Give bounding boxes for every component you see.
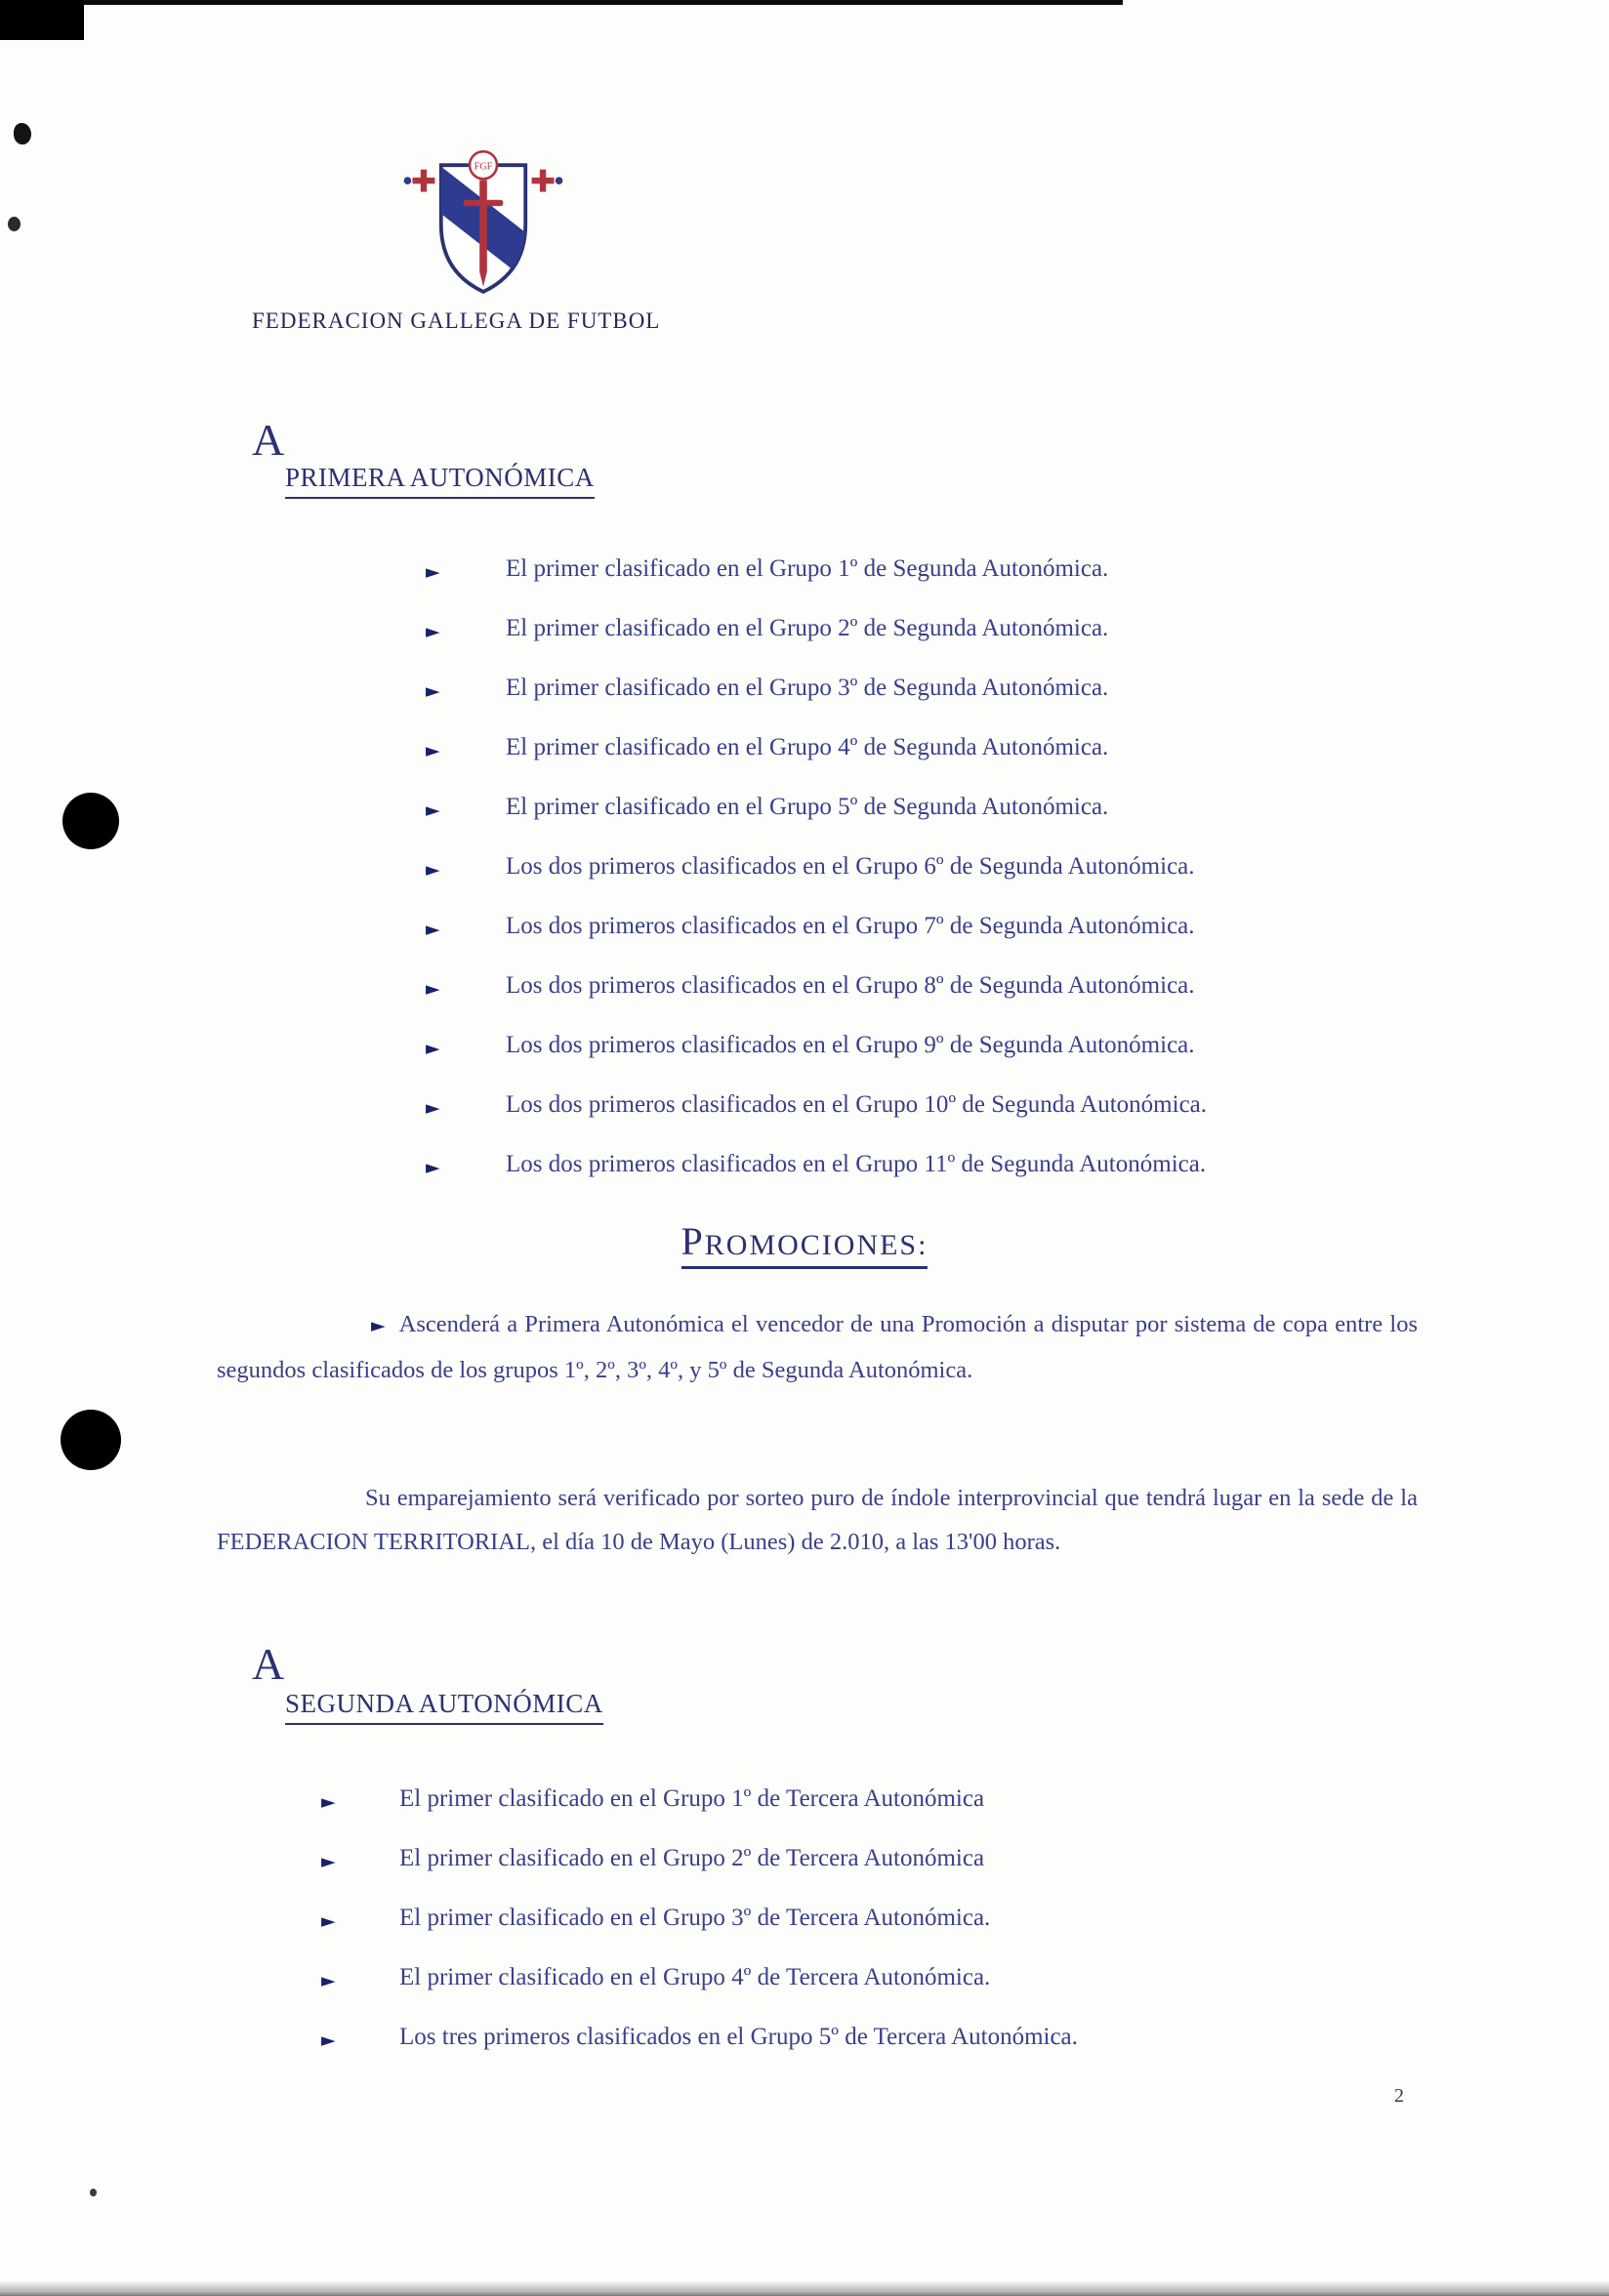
arrow-bullet-icon: ► (321, 2030, 336, 2051)
list-item-text: El primer clasificado en el Grupo 3º de Segunda Autonómica. (506, 675, 1109, 701)
list-item (424, 553, 1207, 586)
list-item-text: Los dos primeros clasificados en el Grupo 11º de Segunda Autonómica. (506, 1151, 1207, 1177)
promotions-paragraph-2: Su emparejamiento será verificado por sorteo puro de índole interprovincial que tendrá lugar en la sede de la FEDERACION TERRITORIAL, el día 10 de Mayo (Lunes) de 2.010, a las 13'00 horas. (217, 1485, 1418, 1555)
primera-autonomica-list (424, 553, 1207, 1208)
arrow-bullet-icon: ► (426, 680, 440, 702)
list-item-text: El primer clasificado en el Grupo 1º de Tercera Autonómica (399, 1785, 985, 1812)
arrow-bullet-icon: ► (426, 561, 440, 583)
list-item-text: El primer clasificado en el Grupo 4º de Segunda Autonómica. (506, 734, 1109, 760)
list-item-text: Los tres primeros clasificados en el Grupo 5º de Tercera Autonómica. (399, 2024, 1078, 2050)
list-item-text: Los dos primeros clasificados en el Grupo 10º de Segunda Autonómica. (506, 1091, 1208, 1118)
list-item-text: Los dos primeros clasificados en el Grupo 6º de Segunda Autonómica. (506, 853, 1195, 880)
list-item-text: El primer clasificado en el Grupo 1º de Segunda Autonómica. (506, 555, 1109, 582)
arrow-bullet-icon: ► (426, 800, 440, 821)
list-item-text: Los dos primeros clasificados en el Grupo 8º de Segunda Autonómica. (506, 972, 1195, 999)
page-number: 2 (1394, 2085, 1404, 2107)
paragraph-text: Ascenderá a Primera Autonómica el vencedor de una Promoción a disputar por sistema de copa entre los segundos clasificados de los grupos 1º, 2º, 3º, 4º, y 5º de Segunda Autonómica. (217, 1311, 1418, 1383)
list-item-text: Los dos primeros clasificados en el Grupo 9º de Segunda Autonómica. (506, 1032, 1195, 1058)
section-letter: A (252, 415, 285, 465)
section-title-primera-autonomica: PRIMERA AUTONÓMICA (285, 463, 595, 499)
arrow-bullet-icon: ► (426, 978, 440, 1000)
arrow-bullet-icon: ► (426, 1097, 440, 1119)
scan-artifact-mark (8, 217, 21, 231)
arrow-bullet-icon: ► (426, 919, 440, 940)
scan-artifact-mark (14, 123, 31, 144)
arrow-bullet-icon: ► (321, 1791, 336, 1813)
segunda-autonomica-list (319, 1783, 1078, 2080)
list-item-text: El primer clasificado en el Grupo 2º de Tercera Autonómica (399, 1845, 985, 1871)
list-item (319, 1783, 1078, 1816)
list-item (424, 969, 1207, 1003)
promotions-paragraph-1 (217, 1302, 1418, 1392)
list-item (424, 1029, 1207, 1062)
list-item (319, 1842, 1078, 1875)
hole-punch (61, 1410, 121, 1470)
arrow-bullet-icon: ► (426, 621, 440, 642)
promotions-heading-text: PROMOCIONES: (681, 1218, 928, 1269)
arrow-bullet-icon: ► (371, 1315, 386, 1336)
list-item (319, 2021, 1078, 2054)
arrow-bullet-icon: ► (321, 1851, 336, 1872)
federation-logo-icon (396, 146, 570, 310)
list-item (424, 731, 1207, 764)
arrow-bullet-icon: ► (426, 740, 440, 761)
section-letter: A (252, 1639, 285, 1689)
list-item (424, 791, 1207, 824)
scan-artifact-dot (90, 2189, 97, 2196)
list-item (319, 1961, 1078, 1994)
list-item-text: El primer clasificado en el Grupo 4º de Tercera Autonómica. (399, 1964, 991, 1990)
arrow-bullet-icon: ► (426, 1038, 440, 1059)
list-item-text: El primer clasificado en el Grupo 5º de Segunda Autonómica. (506, 794, 1109, 820)
arrow-bullet-icon: ► (321, 1970, 336, 1991)
organization-name: FEDERACION GALLEGA DE FUTBOL (252, 308, 661, 333)
list-item-text: El primer clasificado en el Grupo 3º de Tercera Autonómica. (399, 1905, 991, 1931)
list-item (424, 672, 1207, 705)
section-title-segunda-autonomica: SEGUNDA AUTONÓMICA (285, 1689, 603, 1725)
scan-artifact-top-line (0, 0, 1123, 5)
list-item (319, 1902, 1078, 1935)
arrow-bullet-icon: ► (426, 859, 440, 881)
list-item (424, 612, 1207, 645)
list-item-text: Los dos primeros clasificados en el Grupo 7º de Segunda Autonómica. (506, 913, 1195, 939)
scan-artifact-corner (0, 0, 84, 40)
list-item (424, 1088, 1207, 1122)
hole-punch (62, 793, 119, 849)
promotions-heading (0, 1218, 1609, 1269)
santiago-cross-small-right-icon (532, 170, 563, 192)
scan-artifact-bottom-shade (0, 2280, 1609, 2296)
santiago-cross-small-left-icon (404, 170, 435, 192)
arrow-bullet-icon: ► (321, 1910, 336, 1932)
list-item (424, 1148, 1207, 1181)
logo-monogram: FGF (474, 161, 493, 173)
list-item (424, 910, 1207, 943)
arrow-bullet-icon: ► (426, 1157, 440, 1178)
list-item (424, 850, 1207, 883)
list-item-text: El primer clasificado en el Grupo 2º de Segunda Autonómica. (506, 615, 1109, 641)
